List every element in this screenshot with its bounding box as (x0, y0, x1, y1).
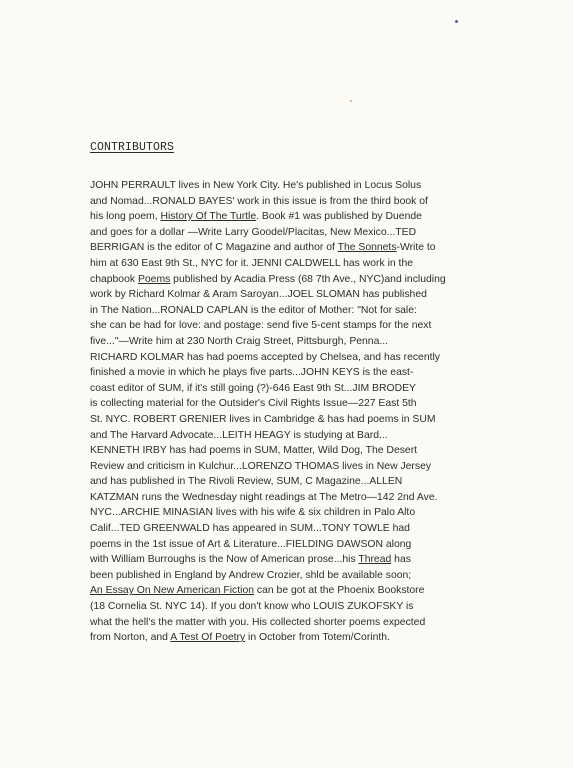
text-segment: chapbook (90, 273, 138, 285)
text-line (90, 240, 530, 256)
text-line (90, 474, 530, 490)
text-segment: -Write to (396, 242, 436, 254)
text-segment: . Book #1 was published by Duende (256, 211, 422, 223)
text-segment: has (391, 554, 411, 566)
contributors-text (90, 178, 530, 646)
text-segment: JOHN PERRAULT lives in New York City. He's published in Locus Solus (90, 180, 422, 191)
ink-speck (455, 20, 458, 23)
text-line (90, 318, 530, 334)
underlined-title: Poems (137, 273, 171, 285)
text-segment: RICHARD KOLMAR has had poems accepted by Chelsea, and has recently (90, 351, 440, 363)
text-segment: from Norton, and (90, 632, 171, 644)
text-line (90, 272, 530, 288)
text-line (90, 303, 530, 319)
text-segment: (18 Cornelia St. NYC 14). If you don't know who LOUIS ZUKOFSKY is (90, 601, 414, 613)
text-segment: and The Harvard Advocate...LEITH HEAGY is studying at Bard... (90, 429, 388, 441)
text-line (90, 194, 530, 210)
text-line (90, 225, 530, 241)
text-line (90, 459, 530, 475)
text-segment: is collecting material for the Outsider's Civil Rights Issue—227 East 5th (90, 398, 417, 410)
text-line (90, 505, 530, 521)
ink-speck (350, 100, 352, 102)
text-segment: work by Richard Kolmar & Aram Saroyan...JOEL SLOMAN has published (90, 289, 427, 301)
text-segment: been published in England by Andrew Crozier, shld be available soon; (90, 569, 412, 581)
underlined-title: History Of The Turtle (160, 211, 257, 223)
text-segment: him at 630 East 9th St., NYC for it. JENNI CALDWELL has work in the (90, 257, 414, 269)
text-line (90, 583, 530, 599)
text-line (90, 350, 530, 366)
text-line (90, 209, 530, 225)
text-line (90, 365, 530, 381)
text-segment: his long poem, (90, 211, 161, 223)
text-segment: and goes for a dollar —Write Larry Goodel/Placitas, New Mexico...TED (90, 226, 417, 238)
text-segment: published by Acadia Press (68 7th Ave., NYC)and including (170, 273, 446, 285)
contributors-heading: CONTRIBUTORS (90, 141, 175, 154)
underlined-title: An Essay On New American Fiction (90, 585, 255, 597)
text-segment: what the hell's the matter with you. His collected shorter poems expected (90, 616, 426, 628)
text-line (90, 615, 530, 631)
text-line (90, 521, 530, 537)
text-segment: in The Nation...RONALD CAPLAN is the editor of Mother: "Not for sale: (90, 304, 417, 316)
text-line (90, 412, 530, 428)
text-segment: and Nomad...RONALD BAYES' work in this issue is from the third book of (90, 195, 428, 207)
text-line (90, 490, 530, 506)
text-segment: finished a movie in which he plays five parts...JOHN KEYS is the east- (90, 367, 414, 379)
text-line (90, 428, 530, 444)
text-segment: five..."—Write him at 230 North Craig Street, Pittsburgh, Penna... (90, 335, 389, 347)
text-segment: she can be had for love: and postage: send five 5-cent stamps for the next (90, 320, 432, 332)
text-line (90, 178, 530, 194)
text-segment: KATZMAN runs the Wednesday night readings at The Metro—142 2nd Ave. (90, 491, 438, 503)
text-segment: Calif...TED GREENWALD has appeared in SUM...TONY TOWLE had (90, 523, 410, 535)
text-line (90, 334, 530, 350)
text-segment: poems in the 1st issue of Art & Literature...FIELDING DAWSON along (90, 538, 412, 550)
underlined-title: The Sonnets (337, 242, 397, 254)
text-segment: in October from Totem/Corinth. (245, 632, 390, 644)
text-segment: coast editor of SUM, if it's still going (?)-646 East 9th St...JIM BRODEY (90, 382, 416, 394)
text-line (90, 568, 530, 584)
text-segment: KENNETH IRBY has had poems in SUM, Matter, Wild Dog, The Desert (90, 445, 418, 457)
text-segment: can be got at the Phoenix Bookstore (254, 585, 425, 597)
text-line (90, 599, 530, 615)
text-line (90, 256, 530, 272)
text-line (90, 552, 530, 568)
text-segment: BERRIGAN is the editor of C Magazine and author of (90, 242, 338, 254)
text-line (90, 537, 530, 553)
underlined-title: A Test Of Poetry (170, 632, 246, 644)
text-line (90, 630, 530, 646)
text-line (90, 396, 530, 412)
text-segment: Review and criticism in Kulchur...LORENZO THOMAS lives in New Jersey (90, 460, 432, 472)
text-line (90, 287, 530, 303)
text-line (90, 443, 530, 459)
text-segment: NYC...ARCHIE MINASIAN lives with his wife & six children in Palo Alto (90, 507, 416, 519)
text-segment: with William Burroughs is the Now of American prose...his (90, 554, 359, 566)
text-segment: and has published in The Rivoli Review, SUM, C Magazine...ALLEN (90, 476, 403, 488)
text-segment: St. NYC. ROBERT GRENIER lives in Cambridge & has had poems in SUM (90, 413, 436, 425)
text-line (90, 381, 530, 397)
underlined-title: Thread (358, 554, 392, 566)
